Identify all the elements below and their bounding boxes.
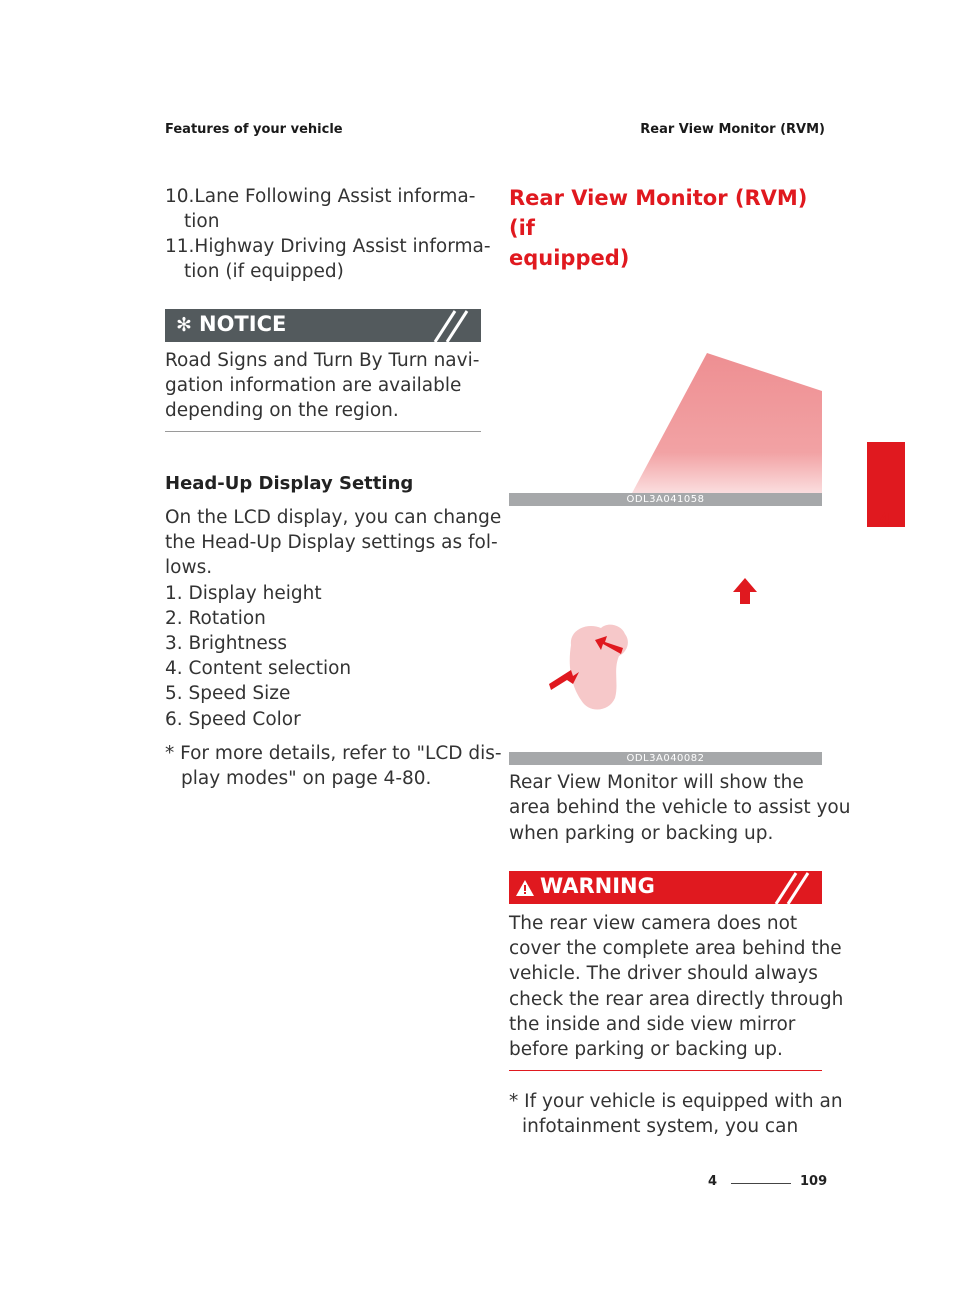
warning-text-line: cover the complete area behind the (509, 938, 842, 959)
setting-item: 4. Content selection (165, 658, 352, 679)
warning-banner (509, 871, 822, 904)
camera-coverage-figure (509, 345, 822, 495)
warning-triangle-icon (515, 879, 535, 897)
warning-text-line: The rear view camera does not (509, 913, 798, 934)
asterisk-icon: ✻ (176, 314, 192, 336)
list-item-11 (165, 234, 491, 260)
list-item-10-cont: tion (184, 211, 220, 232)
warning-text-line: vehicle. The driver should always (509, 963, 818, 984)
rear-camera-figure (509, 560, 822, 750)
setting-item: 2. Rotation (165, 608, 266, 629)
running-header-left: Features of your vehicle (165, 122, 343, 137)
notice-text-line: Road Signs and Turn By Turn navi- (165, 350, 480, 371)
section-title-line: equipped) (509, 246, 630, 270)
section-subheading: Head-Up Display Setting (165, 473, 414, 494)
warning-text-line: check the rear area directly through (509, 989, 844, 1010)
warning-label: WARNING (540, 874, 655, 898)
list-item-number: 10. (165, 186, 195, 207)
body-line: when parking or backing up. (509, 823, 774, 844)
up-arrow-icon (733, 578, 757, 604)
footer-divider (731, 1183, 791, 1184)
list-item-number: 11. (165, 236, 195, 257)
notice-label: NOTICE (199, 312, 287, 336)
list-item-11-cont: tion (if equipped) (184, 261, 344, 282)
list-item-text: Highway Driving Assist informa- (194, 236, 491, 257)
setting-item: 3. Brightness (165, 633, 288, 654)
footer-page-number: 109 (800, 1174, 828, 1189)
footnote-line: * For more details, refer to "LCD dis- (165, 743, 502, 764)
setting-item: 6. Speed Color (165, 709, 301, 730)
notice-divider (165, 431, 481, 432)
setting-item: 5. Speed Size (165, 683, 291, 704)
notice-banner (165, 309, 481, 342)
list-item-10 (165, 184, 475, 210)
notice-text-line: depending on the region. (165, 400, 399, 421)
footer-chapter: 4 (708, 1174, 718, 1189)
notice-text-line: gation information are available (165, 375, 462, 396)
intro-line: the Head-Up Display settings as fol- (165, 532, 498, 553)
intro-line: lows. (165, 557, 213, 578)
footnote-line: infotainment system, you can (522, 1116, 799, 1137)
section-title-line: Rear View Monitor (RVM) (if (509, 186, 808, 240)
setting-item: 1. Display height (165, 583, 322, 604)
warning-divider (509, 1070, 822, 1071)
chapter-side-number: 4 (879, 510, 891, 530)
diagonal-stripes-icon (762, 871, 822, 904)
figure-caption: ODL3A040082 (509, 752, 822, 765)
body-line: area behind the vehicle to assist you (509, 797, 851, 818)
intro-line: On the LCD display, you can change (165, 507, 502, 528)
warning-text-line: before parking or backing up. (509, 1039, 783, 1060)
diagonal-stripes-icon (421, 309, 481, 342)
warning-text-line: the inside and side view mirror (509, 1014, 796, 1035)
footnote-line: play modes" on page 4-80. (181, 768, 432, 789)
body-line: Rear View Monitor will show the (509, 772, 804, 793)
footnote-line: * If your vehicle is equipped with an (509, 1091, 843, 1112)
running-header-right: Rear View Monitor (RVM) (640, 122, 825, 137)
figure-caption: ODL3A041058 (509, 493, 822, 506)
section-title (509, 183, 819, 273)
list-item-text: Lane Following Assist informa- (194, 186, 476, 207)
